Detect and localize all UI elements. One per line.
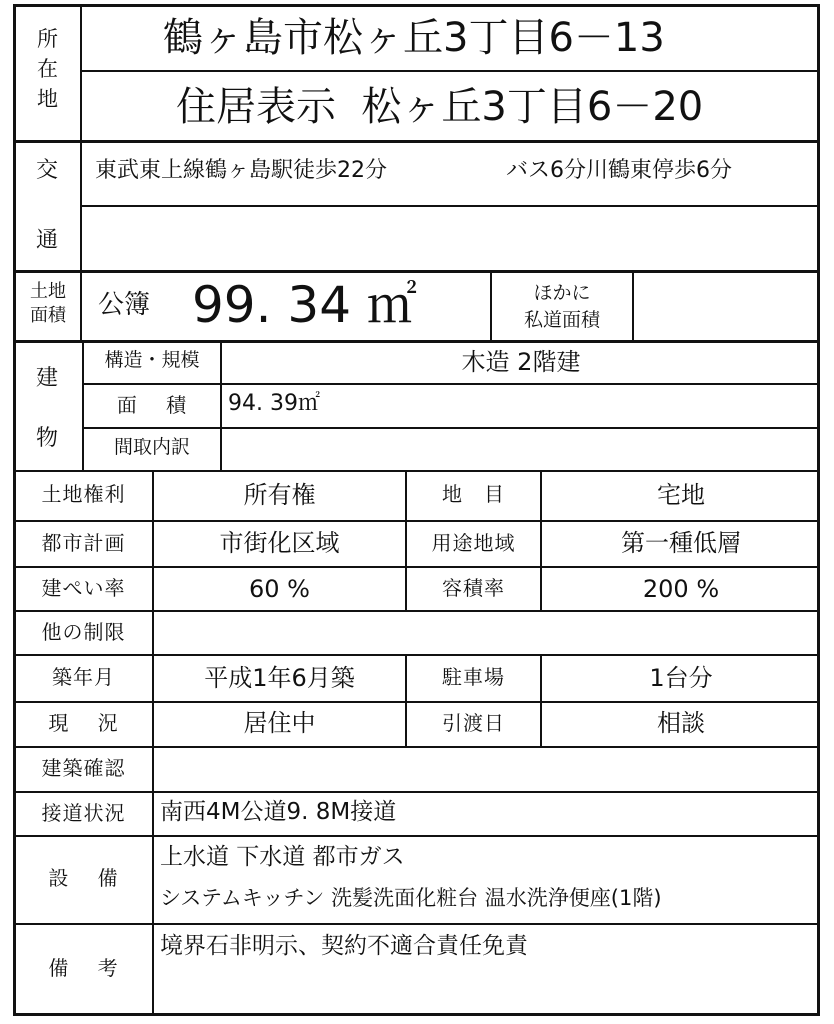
city-plan-value: 市街化区域 [219, 529, 340, 557]
label-line: 私道面積 [523, 309, 600, 331]
coverage-value: 60 % [249, 575, 310, 603]
residence-display: 住居表示 松ヶ丘3丁目6－20 [176, 84, 704, 130]
floor-area-ratio-label: 容積率 [442, 576, 505, 600]
label-char: 在 [37, 57, 59, 81]
divider [13, 140, 820, 143]
structure-label: 構造・規模 [104, 349, 200, 371]
current-status-label: 現 況 [48, 711, 119, 735]
divider [13, 520, 820, 522]
private-road-label [492, 280, 632, 334]
label-line: 土地 [30, 281, 66, 302]
handover-label: 引渡日 [442, 711, 505, 735]
divider [13, 746, 820, 748]
equipment-line2: システムキッチン 洗髪洗面化粧台 温水洗浄便座(1階) [160, 886, 662, 910]
equipment-line1: 上水道 下水道 都市ガス [160, 844, 405, 870]
transport-line1: 東武東上線鶴ヶ島駅徒歩22分 [95, 158, 387, 183]
divider [632, 270, 634, 340]
building-confirmation-label: 建築確認 [41, 756, 126, 780]
divider [13, 566, 820, 568]
coverage-label: 建ぺい率 [41, 576, 126, 600]
building-label-char: 物 [36, 426, 60, 451]
divider [13, 923, 820, 925]
divider [80, 270, 82, 340]
other-restrictions-label: 他の制限 [41, 620, 126, 644]
location-label [28, 24, 68, 114]
land-area-prefix: 公簿 [98, 290, 151, 320]
transport-label-char: 交 [36, 158, 60, 183]
building-area-label: 面 積 [116, 393, 188, 417]
divider [13, 654, 820, 656]
property-address: 鶴ヶ島市松ヶ丘3丁目6－13 [163, 15, 665, 61]
divider [13, 610, 820, 612]
label-line: ほかに [533, 282, 591, 304]
layout-label: 間取内訳 [113, 436, 190, 458]
transport-label-char: 通 [36, 228, 60, 253]
divider [80, 4, 82, 270]
structure-value: 木造 2階建 [461, 348, 581, 376]
handover-value: 相談 [657, 709, 705, 737]
land-rights-value: 所有権 [243, 481, 316, 509]
land-rights-label: 土地権利 [41, 482, 126, 506]
built-date-value: 平成1年6月築 [204, 664, 355, 692]
use-zone-value: 第一種低層 [621, 529, 741, 557]
property-sheet [13, 4, 820, 1016]
divider [13, 270, 820, 273]
transport-line2: バス6分川鶴東停歩6分 [506, 158, 732, 183]
parking-label: 駐車場 [442, 665, 505, 689]
land-area-value: 99. 34 ㎡ [192, 276, 417, 334]
remarks-value: 境界石非明示、契約不適合責任免責 [160, 933, 528, 959]
divider [13, 701, 820, 703]
use-zone-label: 用途地域 [431, 531, 516, 555]
equipment-label: 設 備 [48, 866, 119, 890]
current-status-value: 居住中 [243, 709, 316, 737]
divider [13, 791, 820, 793]
divider [13, 340, 820, 343]
built-date-label: 築年月 [52, 665, 115, 689]
divider [13, 835, 820, 837]
divider [13, 470, 820, 472]
road-access-label: 接道状況 [41, 801, 126, 825]
land-area-label [17, 280, 79, 328]
parking-value: 1台分 [649, 664, 713, 692]
label-line: 面積 [30, 305, 66, 326]
city-plan-label: 都市計画 [41, 531, 126, 555]
road-access-value: 南西4M公道9. 8M接道 [160, 799, 397, 825]
floor-area-ratio-value: 200 % [642, 575, 720, 603]
building-label-char: 建 [36, 366, 60, 391]
divider [82, 427, 820, 429]
divider [82, 383, 820, 385]
label-char: 所 [37, 27, 59, 51]
land-category-value: 宅地 [657, 481, 705, 509]
remarks-label: 備 考 [48, 956, 119, 980]
building-area-value: 94. 39㎡ [228, 391, 320, 416]
divider [80, 70, 820, 72]
land-category-label: 地 目 [442, 482, 505, 506]
divider [80, 205, 820, 207]
label-char: 地 [37, 87, 59, 111]
